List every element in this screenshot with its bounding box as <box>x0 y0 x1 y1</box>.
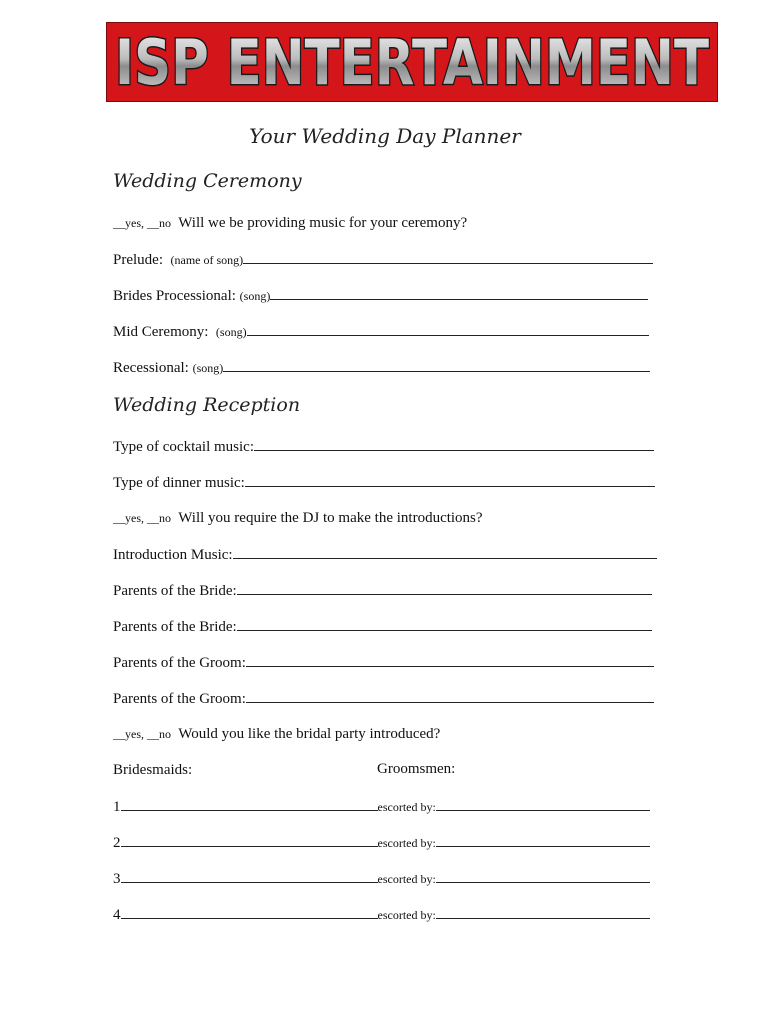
parents-bride-row-1 <box>113 581 652 600</box>
bridesmaids-heading: Bridesmaids: <box>113 762 193 778</box>
field-hint: (song) <box>192 361 224 375</box>
field-hint: (name of song) <box>170 253 244 267</box>
field-label: Brides Processional: <box>113 288 236 304</box>
groomsmen-heading: Groomsmen: <box>377 761 456 777</box>
yes-no-blanks[interactable]: __yes, __no <box>113 216 171 230</box>
field-label: Mid Ceremony: <box>113 324 209 340</box>
field-label: Parents of the Groom: <box>113 655 246 671</box>
groomsman-blank-4[interactable] <box>436 905 650 919</box>
mid-ceremony-blank[interactable] <box>247 322 649 336</box>
intro-music-blank[interactable] <box>233 545 657 559</box>
yes-no-blanks[interactable]: __yes, __no <box>113 511 171 525</box>
pair-row-4 <box>113 905 650 924</box>
pair-number: 4 <box>113 907 121 923</box>
field-hint: (song) <box>215 325 247 339</box>
field-label: Parents of the Bride: <box>113 619 237 635</box>
field-label: Type of dinner music: <box>113 475 245 491</box>
field-label: Type of cocktail music: <box>113 439 254 455</box>
page-title: Your Wedding Day Planner <box>249 124 521 148</box>
introductions-question <box>113 509 483 527</box>
escorted-label: escorted by: <box>377 836 436 850</box>
section-heading-ceremony: Wedding Ceremony <box>113 170 302 192</box>
parents-groom-blank-2[interactable] <box>246 689 654 703</box>
pair-number: 3 <box>113 871 121 887</box>
field-label: Recessional: <box>113 360 189 376</box>
dinner-row <box>113 473 655 492</box>
field-label: Parents of the Groom: <box>113 691 246 707</box>
field-label: Parents of the Bride: <box>113 583 237 599</box>
processional-row <box>113 286 648 305</box>
pair-number: 2 <box>113 835 121 851</box>
question-text: Will we be providing music for your ceremony? <box>178 215 468 231</box>
processional-blank[interactable] <box>270 286 648 300</box>
question-text: Would you like the bridal party introduced? <box>178 726 441 742</box>
mid-ceremony-row <box>113 322 649 341</box>
pair-row-1 <box>113 797 650 816</box>
groomsman-blank-1[interactable] <box>436 797 650 811</box>
yes-no-blanks[interactable]: __yes, __no <box>113 727 171 741</box>
prelude-blank[interactable] <box>243 250 653 264</box>
cocktail-blank[interactable] <box>254 437 654 451</box>
section-heading-reception: Wedding Reception <box>113 394 301 416</box>
bridesmaid-blank-4[interactable] <box>121 905 378 919</box>
parents-bride-blank-1[interactable] <box>237 581 652 595</box>
pair-row-2 <box>113 833 650 852</box>
field-hint: (song) <box>239 289 271 303</box>
cocktail-row <box>113 437 654 456</box>
groomsman-blank-2[interactable] <box>436 833 650 847</box>
field-label: Introduction Music: <box>113 547 233 563</box>
field-label: Prelude: <box>113 252 163 268</box>
escorted-label: escorted by: <box>377 800 436 814</box>
bridesmaid-blank-3[interactable] <box>121 869 378 883</box>
recessional-blank[interactable] <box>223 358 650 372</box>
dinner-blank[interactable] <box>245 473 655 487</box>
recessional-row <box>113 358 650 377</box>
pair-number: 1 <box>113 799 121 815</box>
bridal-party-question <box>113 725 440 743</box>
escorted-label: escorted by: <box>377 872 436 886</box>
ceremony-music-question <box>113 214 467 232</box>
parents-groom-blank-1[interactable] <box>246 653 654 667</box>
question-text: Will you require the DJ to make the introductions? <box>178 510 483 526</box>
prelude-row <box>113 250 653 269</box>
groomsman-blank-3[interactable] <box>436 869 650 883</box>
parents-bride-blank-2[interactable] <box>237 617 652 631</box>
parents-groom-row-1 <box>113 653 654 672</box>
bridesmaid-blank-1[interactable] <box>121 797 378 811</box>
parents-bride-row-2 <box>113 617 652 636</box>
logo-wordmark <box>112 26 712 98</box>
pair-row-3 <box>113 869 650 888</box>
bridesmaid-blank-2[interactable] <box>121 833 378 847</box>
svg-text:ISP ENTERTAINMENT: ISP ENTERTAINMENT <box>115 26 709 99</box>
intro-music-row <box>113 545 657 564</box>
isp-entertainment-logo <box>106 22 718 102</box>
escorted-label: escorted by: <box>377 908 436 922</box>
parents-groom-row-2 <box>113 689 654 708</box>
